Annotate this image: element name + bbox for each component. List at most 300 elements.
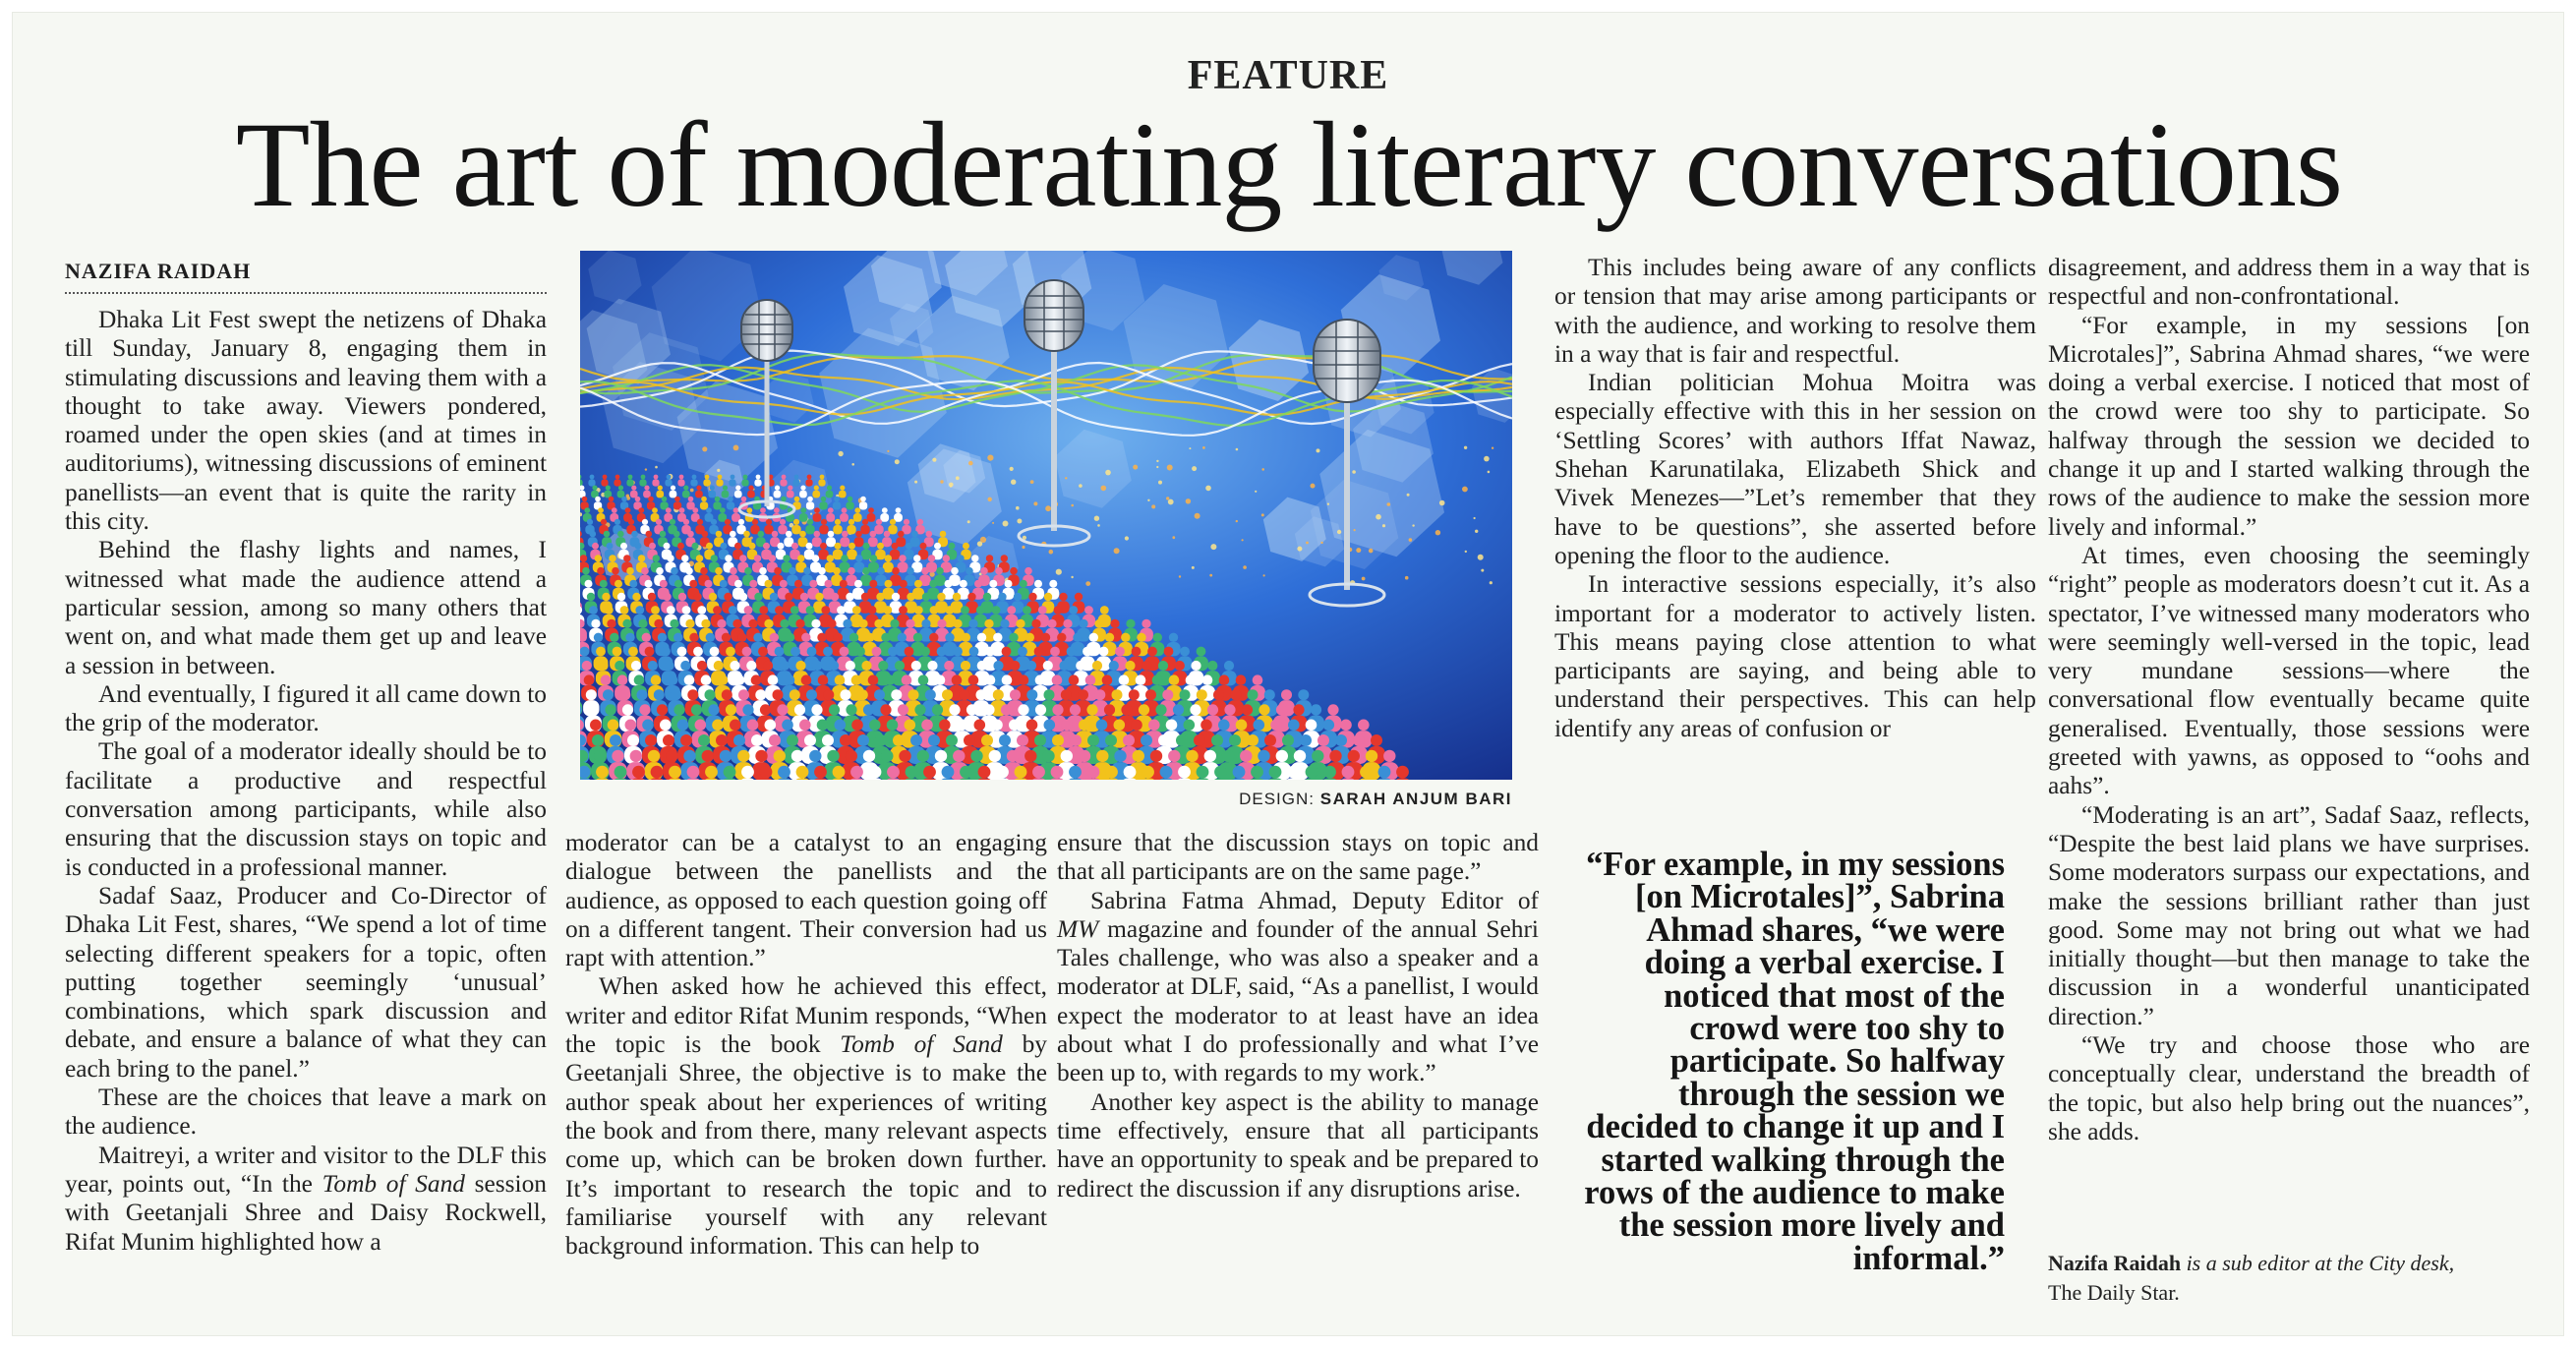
audience-head	[631, 661, 641, 671]
audience-head	[993, 633, 1002, 642]
audience-head	[835, 543, 842, 550]
audience-head	[1067, 647, 1077, 657]
audience-head	[687, 531, 694, 538]
audience-head	[648, 497, 654, 502]
audience-head	[1242, 704, 1253, 715]
audience-head	[985, 647, 995, 657]
audience-head	[1001, 704, 1012, 715]
audience-body	[626, 479, 633, 486]
audience-head	[882, 507, 888, 513]
audience-head	[728, 497, 733, 502]
audience-head	[834, 497, 840, 502]
audience-head	[1025, 567, 1032, 575]
audience-head	[770, 633, 779, 642]
spark	[1097, 524, 1100, 527]
audience-head	[642, 519, 648, 525]
audience-body	[670, 491, 677, 498]
text-run: by Geetanjali Shree, the objective is to make the author speak about her experiences of writing the book and from there, many relevant aspects come up, which can be broken down further. It’s important to research the topic and to familiarise yourself with any relevant background information. This can help to	[565, 1030, 1048, 1260]
text-run: disagreement, and address them in a way that is respectful and non-confrontational.	[2048, 254, 2530, 311]
text-run: Sadaf Saaz, Producer and Co-Director of Dhaka Lit Fest, shares, “We spend a lot of time selecting different speakers for a topic, often putting together seemingly ‘unusual’ combinations, which spark discussion and debate, and ensure a balance of what they can each bring to the panel.”	[65, 881, 547, 1083]
audience-head	[872, 647, 882, 657]
audience-head	[674, 497, 680, 502]
audience-head	[664, 543, 671, 550]
audience-body	[754, 479, 761, 486]
audience-head	[1035, 704, 1046, 715]
audience-head	[1102, 674, 1113, 685]
audience-head	[1002, 647, 1012, 657]
audience-head	[741, 766, 754, 779]
audience-body	[787, 491, 794, 498]
audience-head	[1114, 720, 1126, 732]
audience-head	[966, 567, 973, 575]
audience-head	[1340, 720, 1352, 732]
audience-head	[1162, 689, 1173, 700]
audience-head	[855, 531, 862, 538]
audience-body	[812, 491, 820, 498]
audience-head	[1052, 704, 1063, 715]
audience-head	[1240, 750, 1252, 762]
audience-head	[652, 507, 658, 513]
paragraph	[1554, 369, 2036, 570]
audience-head	[857, 734, 869, 746]
spark	[1488, 471, 1491, 474]
audience-head	[976, 606, 985, 615]
audience-head	[898, 704, 908, 715]
audience-head	[748, 486, 753, 491]
audience-head	[892, 593, 900, 601]
audience-head	[596, 766, 609, 779]
audience-head	[898, 531, 905, 538]
bio-author-name: Nazifa Raidah	[2048, 1251, 2182, 1275]
spark	[655, 466, 658, 469]
audience-head	[683, 750, 695, 762]
spark	[887, 450, 889, 452]
audience-body	[665, 479, 672, 486]
audience-head	[1052, 674, 1063, 685]
audience-head	[661, 647, 671, 657]
spark	[1172, 536, 1175, 539]
audience-head	[812, 555, 819, 561]
audience-head	[1287, 766, 1300, 779]
audience-head	[1026, 661, 1036, 671]
audience-head	[692, 475, 697, 480]
audience-head	[744, 567, 752, 575]
audience-head	[786, 633, 794, 642]
audience-head	[621, 497, 627, 502]
audience-head	[929, 633, 938, 642]
audience-head	[603, 689, 614, 700]
audience-head	[628, 647, 638, 657]
spark	[1045, 505, 1051, 511]
audience-head	[586, 689, 597, 700]
audience-head	[679, 475, 684, 480]
audience-head	[582, 567, 590, 575]
spark	[1186, 498, 1191, 503]
audience-head	[671, 567, 678, 575]
audience-head	[590, 531, 597, 538]
audience-head	[615, 580, 622, 588]
audience-head	[679, 507, 685, 513]
audience-body	[639, 479, 646, 486]
audience-head	[687, 766, 700, 779]
audience-head	[786, 531, 792, 538]
spark	[968, 461, 973, 466]
audience-head	[980, 567, 988, 575]
audience-head	[780, 519, 786, 525]
audience-body	[682, 491, 690, 498]
audience-head	[1075, 593, 1083, 601]
audience-head	[610, 633, 618, 642]
audience-head	[619, 689, 630, 700]
audience-head	[1109, 661, 1119, 671]
audience-head	[605, 704, 615, 715]
audience-head	[730, 661, 739, 671]
audience-head	[645, 734, 657, 746]
audience-head	[609, 555, 615, 561]
audience-head	[1010, 567, 1018, 575]
audience-head	[695, 720, 707, 732]
audience-head	[846, 661, 855, 671]
text-run: ensure that the discussion stays on topic and that all participants are on the same page.”	[1057, 829, 1539, 886]
audience-head	[807, 475, 812, 480]
audience-head	[769, 555, 776, 561]
audience-head	[993, 689, 1004, 700]
audience-head	[673, 531, 680, 538]
audience-head	[1293, 704, 1304, 715]
audience-head	[782, 475, 787, 480]
audience-head	[680, 734, 692, 746]
spark	[1317, 448, 1320, 452]
audience-head	[1044, 593, 1052, 601]
audience-head	[748, 619, 757, 628]
audience-head	[783, 555, 790, 561]
audience-head	[942, 689, 953, 700]
spark	[1166, 497, 1169, 499]
audience-head	[1248, 689, 1259, 700]
audience-head	[977, 633, 986, 642]
audience-head	[724, 593, 732, 601]
audience-head	[755, 689, 766, 700]
audience-head	[849, 543, 855, 550]
audience-head	[1096, 720, 1108, 732]
audience-head	[1396, 766, 1409, 779]
audience-head	[939, 720, 951, 732]
audience-head	[899, 555, 906, 561]
audience-head	[1186, 750, 1198, 762]
audience-head	[720, 580, 728, 588]
spark	[1327, 503, 1329, 505]
audience-head	[607, 543, 614, 550]
audience-head	[658, 486, 663, 491]
audience-head	[1247, 734, 1259, 746]
audience-head	[1323, 766, 1336, 779]
audience-head	[902, 674, 912, 685]
audience-head	[588, 704, 599, 715]
audience-head	[953, 593, 961, 601]
audience-head	[827, 486, 832, 491]
audience-head	[759, 567, 767, 575]
paragraph	[1554, 254, 2036, 369]
audience-head	[598, 661, 608, 671]
audience-head	[1032, 766, 1045, 779]
audience-head	[1197, 689, 1207, 700]
spark	[1151, 504, 1155, 508]
audience-head	[746, 661, 756, 671]
audience-head	[775, 647, 785, 657]
text-run: Behind the flashy lights and names, I witnessed what made the audience attend a particular session, among so many others that went on, and what made them get up and leave a session in between.	[65, 536, 547, 679]
spark	[1192, 466, 1197, 471]
spark	[1003, 521, 1009, 527]
audience-head	[855, 555, 862, 561]
audience-head	[712, 720, 724, 732]
audience-head	[723, 486, 728, 491]
audience-head	[949, 704, 960, 715]
audience-head	[769, 734, 781, 746]
audience-head	[743, 475, 748, 480]
audience-head	[701, 497, 707, 502]
audience-head	[930, 606, 939, 615]
spark	[1158, 481, 1162, 485]
audience-head	[976, 689, 987, 700]
audience-head	[645, 647, 655, 657]
paragraph	[65, 1142, 547, 1257]
audience-head	[1131, 720, 1142, 732]
audience-head	[857, 689, 868, 700]
audience-head	[730, 531, 736, 538]
audience-head	[1038, 606, 1047, 615]
audience-head	[1214, 766, 1227, 779]
audience-head	[711, 555, 718, 561]
audience-head	[1281, 689, 1292, 700]
text-run: session with Geetanjali Shree and Daisy Rockwell, Rifat Munim highlighted how a	[65, 1169, 547, 1256]
spark	[1236, 520, 1238, 522]
audience-head	[787, 734, 798, 746]
spark	[1016, 506, 1020, 510]
audience-head	[718, 674, 729, 685]
audience-body	[713, 501, 721, 509]
audience-head	[774, 750, 786, 762]
audience-body	[747, 491, 755, 498]
audience-head	[671, 486, 675, 491]
audience-head	[1306, 720, 1317, 732]
audience-head	[685, 567, 693, 575]
audience-head	[683, 519, 689, 525]
audience-head	[648, 593, 656, 601]
audience-head	[734, 543, 741, 550]
credit-prefix: DESIGN:	[1239, 790, 1315, 808]
audience-head	[751, 674, 762, 685]
audience-body	[826, 491, 834, 498]
audience-head	[794, 497, 800, 502]
audience-head	[801, 674, 812, 685]
audience-head	[733, 734, 745, 746]
audience-head	[869, 580, 877, 588]
spark	[1354, 529, 1356, 531]
audience-head	[814, 531, 821, 538]
audience-head	[892, 543, 899, 550]
audience-head	[763, 661, 773, 671]
audience-head	[1119, 674, 1130, 685]
spark	[1168, 499, 1174, 505]
audience-head	[1194, 734, 1205, 746]
audience-head	[705, 766, 718, 779]
audience-head	[738, 689, 749, 700]
audience-head	[1100, 606, 1109, 615]
audience-head	[751, 734, 763, 746]
illustration-microphones-crowd	[580, 251, 1512, 780]
text-run: “For example, in my sessions [on Microtales]”, Sabrina Ahmad shares, “we were doing a verbal exercise. I noticed that most of the crowd were too shy to participate. So halfway through the session we decided to change it up and I started walking through the rows of the audience to make the session more lively and informal.”	[2048, 311, 2530, 541]
audience-head	[706, 507, 712, 513]
audience-head	[1258, 750, 1269, 762]
microphone-crowd-artwork	[580, 251, 1512, 780]
audience-head	[968, 674, 979, 685]
audience-head	[968, 619, 977, 628]
audience-head	[1323, 720, 1335, 732]
audience-head	[807, 647, 817, 657]
audience-head	[964, 734, 975, 746]
audience-head	[1016, 619, 1025, 628]
audience-head	[642, 720, 654, 732]
audience-head	[1139, 704, 1149, 715]
audience-head	[677, 543, 684, 550]
audience-head	[775, 486, 780, 491]
audience-head	[829, 661, 839, 671]
spark	[977, 541, 982, 546]
audience-body	[708, 491, 716, 498]
spark	[1243, 565, 1247, 569]
audience-head	[638, 555, 645, 561]
audience-head	[671, 689, 681, 700]
audience-head	[945, 580, 953, 588]
audience-head	[822, 734, 834, 746]
audience-head	[1019, 674, 1029, 685]
text-run: moderator can be a catalyst to an engaging dialogue between the panellists and the audience, as opposed to each question going off on a different tangent. Their conversion had us rapt with attention.”	[565, 829, 1047, 972]
audience-head	[921, 720, 933, 732]
spark	[1011, 480, 1016, 485]
audience-head	[1202, 674, 1213, 685]
audience-head	[936, 567, 944, 575]
audience-head	[881, 750, 893, 762]
audience-head	[753, 633, 762, 642]
audience-head	[861, 593, 869, 601]
audience-head	[585, 580, 593, 588]
audience-body	[780, 479, 787, 486]
audience-head	[907, 593, 914, 601]
audience-head	[708, 704, 719, 715]
audience-head	[794, 475, 799, 480]
audience-head	[940, 531, 947, 538]
audience-head	[1253, 674, 1263, 685]
audience-head	[785, 674, 795, 685]
audience-head	[687, 689, 698, 700]
audience-head	[591, 619, 600, 628]
audience-head	[929, 580, 937, 588]
audience-head	[670, 619, 678, 628]
audience-head	[817, 720, 829, 732]
paragraph	[1057, 829, 1539, 887]
audience-head	[663, 734, 674, 746]
audience-head	[1070, 734, 1082, 746]
audience-head	[952, 674, 963, 685]
audience-head	[1010, 689, 1021, 700]
audience-head	[989, 580, 997, 588]
audience-head	[828, 507, 834, 513]
audience-head	[1010, 661, 1020, 671]
audience-head	[967, 593, 975, 601]
spark	[1017, 519, 1022, 524]
audience-head	[660, 580, 668, 588]
audience-body	[813, 513, 822, 522]
audience-head	[702, 750, 714, 762]
audience-head	[1084, 606, 1093, 615]
audience-head	[1327, 704, 1338, 715]
audience-head	[615, 766, 627, 779]
audience-head	[754, 555, 761, 561]
audience-head	[598, 507, 604, 513]
audience-head	[580, 647, 589, 657]
audience-head	[710, 647, 720, 657]
audience-head	[617, 593, 625, 601]
audience-head	[993, 661, 1003, 671]
spark	[1352, 470, 1356, 474]
audience-head	[1121, 704, 1132, 715]
audience-body	[695, 491, 703, 498]
audience-head	[596, 647, 606, 657]
audience-head	[738, 519, 744, 525]
audience-head	[1007, 606, 1016, 615]
spark	[1049, 550, 1054, 555]
text-run: Sabrina Fatma Ahmad, Deputy Editor of	[1090, 886, 1539, 914]
audience-head	[1142, 619, 1150, 628]
audience-head	[658, 633, 667, 642]
audience-head	[966, 704, 977, 715]
spark	[1337, 530, 1341, 534]
audience-head	[1152, 674, 1163, 685]
audience-head	[840, 486, 845, 491]
audience-head	[814, 766, 827, 779]
audience-head	[841, 555, 848, 561]
audience-head	[795, 661, 805, 671]
audience-head	[888, 647, 898, 657]
audience-head	[1348, 750, 1360, 762]
audience-head	[638, 619, 647, 628]
audience-head	[1137, 633, 1145, 642]
spark	[1179, 575, 1181, 577]
audience-head	[837, 606, 846, 615]
audience-head	[1254, 720, 1265, 732]
audience-head	[749, 580, 757, 588]
audience-head	[716, 531, 723, 538]
audience-head	[774, 507, 780, 513]
audience-head	[874, 619, 883, 628]
spark	[1085, 581, 1090, 586]
audience-body	[588, 479, 595, 486]
audience-head	[951, 567, 959, 575]
audience-head	[998, 593, 1006, 601]
spark	[1261, 513, 1264, 516]
audience-head	[1025, 633, 1034, 642]
audience-head	[1105, 766, 1118, 779]
audience-head	[580, 555, 587, 561]
text-run: “Moderating is an art”, Sadaf Saaz, reflects, “Despite the best laid plans we have surprises. Some moderators surpass our expectations, and make the sessions brilliant rather than just good. Some may not bring out what we had initially thought—but then manage to take the discussion in a wonderful unanticipated direction.”	[2048, 800, 2530, 1030]
spark	[940, 480, 943, 483]
section-kicker: FEATURE	[1187, 53, 1389, 98]
audience-head	[1219, 674, 1230, 685]
audience-head	[590, 475, 595, 480]
audience-head	[1014, 593, 1022, 601]
audience-head	[846, 750, 857, 762]
audience-head	[918, 674, 929, 685]
